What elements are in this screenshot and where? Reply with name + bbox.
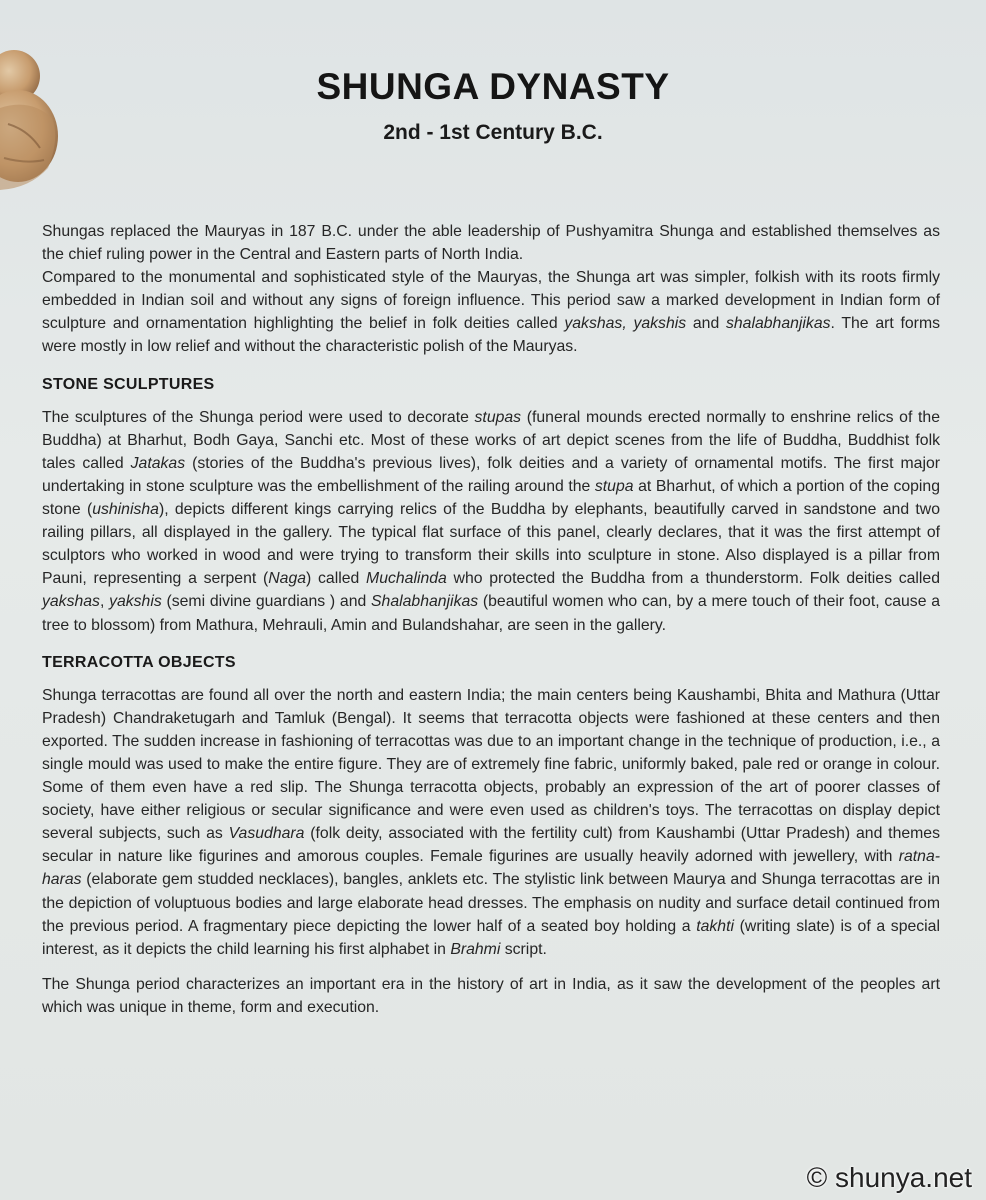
stone-sculptures-heading: STONE SCULPTURES — [42, 375, 215, 393]
copyright-watermark: © shunya.net — [806, 1162, 972, 1193]
terracotta-figurine-photo — [0, 38, 62, 198]
intro-paragraph-2: Compared to the monumental and sophisticated style of the Mauryas, the Shunga art was simpler, folkish with its roots firmly embedded in Indian soil and without any signs of foreign influence. This period saw a marked development in Indian form of sculpture and ornamentation highlighting the belief in folk deities called yakshas, yakshis and shalabhanjikas. The art forms were mostly in low relief and without the characteristic polish of the Mauryas. — [42, 269, 941, 356]
intro-paragraph-1: Shungas replaced the Mauryas in 187 B.C. under the able leadership of Pushyamitra Shunga and established themselves as the chief ruling power in the Central and Eastern parts of North India. — [42, 223, 940, 264]
page-title: SHUNGA DYNASTY — [316, 66, 670, 107]
terracotta-objects-heading: TERRACOTTA OBJECTS — [42, 653, 236, 671]
page-subtitle: 2nd - 1st Century B.C. — [383, 121, 603, 144]
terracotta-objects-paragraph: Shunga terracottas are found all over the north and eastern India; the main centers being Kaushambi, Bhita and Mathura (Uttar Pradesh) Chandraketugarh and Tamluk (Bengal). It seems that terracotta objects were fashioned at these centers and then exported. The sudden increase in fashioning of terracottas was due to an important change in the technique of production, i.e., a single mould was used to make the entire figure. They are of extremely fine fabric, uniformly baked, pale red or orange in colour. Some of them even have a red slip. The Shunga terracotta objects, probably an expression of the art of poorer classes of society, have either religious or secular significance and were even used as children's toys. The terracottas on display depict several subjects, such as Vasudhara (folk deity, associated with the fertility cult) from Kaushambi (Uttar Pradesh) and themes secular in nature like figurines and amorous couples. Female figurines are usually heavily adorned with jewellery, with ratna-haras (elaborate gem studded necklaces), bangles, anklets etc. The stylistic link between Maurya and Shunga terracottas are in the depiction of voluptuous bodies and large elaborate head dresses. The emphasis on nudity and surface detail continued from the previous period. A fragmentary piece depicting the lower half of a seated boy holding a takhti (writing slate) is of a special interest, as it depicts the child learning his first alphabet in Brahmi script. — [42, 686, 940, 958]
panel-text — [42, 220, 940, 1019]
stone-sculptures-paragraph: The sculptures of the Shunga period were used to decorate stupas (funeral mounds erected normally to enshrine relics of the Buddha) at Bharhut, Bodh Gaya, Sanchi etc. Most of these works of art depict scenes from the life of Buddha, Buddhist folk tales called Jatakas (stories of the Buddha's previous lives), folk deities and a variety of ornamental motifs. The first major undertaking in stone sculpture was the embellishment of the railing around the stupa at Bharhut, of which a portion of the coping stone (ushinisha), depicts different kings carrying relics of the Buddha by elephants, beautifully carved in sandstone and two railing pillars, all displayed in the gallery. The typical flat surface of this panel, clearly declares, that it was the first attempt of sculptors who worked in wood and were trying to transform their skills into sculpture in stone. Also displayed is a pillar from Pauni, representing a serpent (Naga) called Muchalinda who protected the Buddha from a thunderstorm. Folk deities called yakshas, yakshis (semi divine guardians ) and Shalabhanjikas (beautiful women who can, by a mere touch of their foot, cause a tree to blossom) from Mathura, Mehrauli, Amin and Bulandshahar, are seen in the gallery. — [42, 408, 940, 634]
closing-paragraph: The Shunga period characterizes an important era in the history of art in India, as it saw the development of the peoples art which was unique in theme, form and execution. — [42, 975, 940, 1016]
